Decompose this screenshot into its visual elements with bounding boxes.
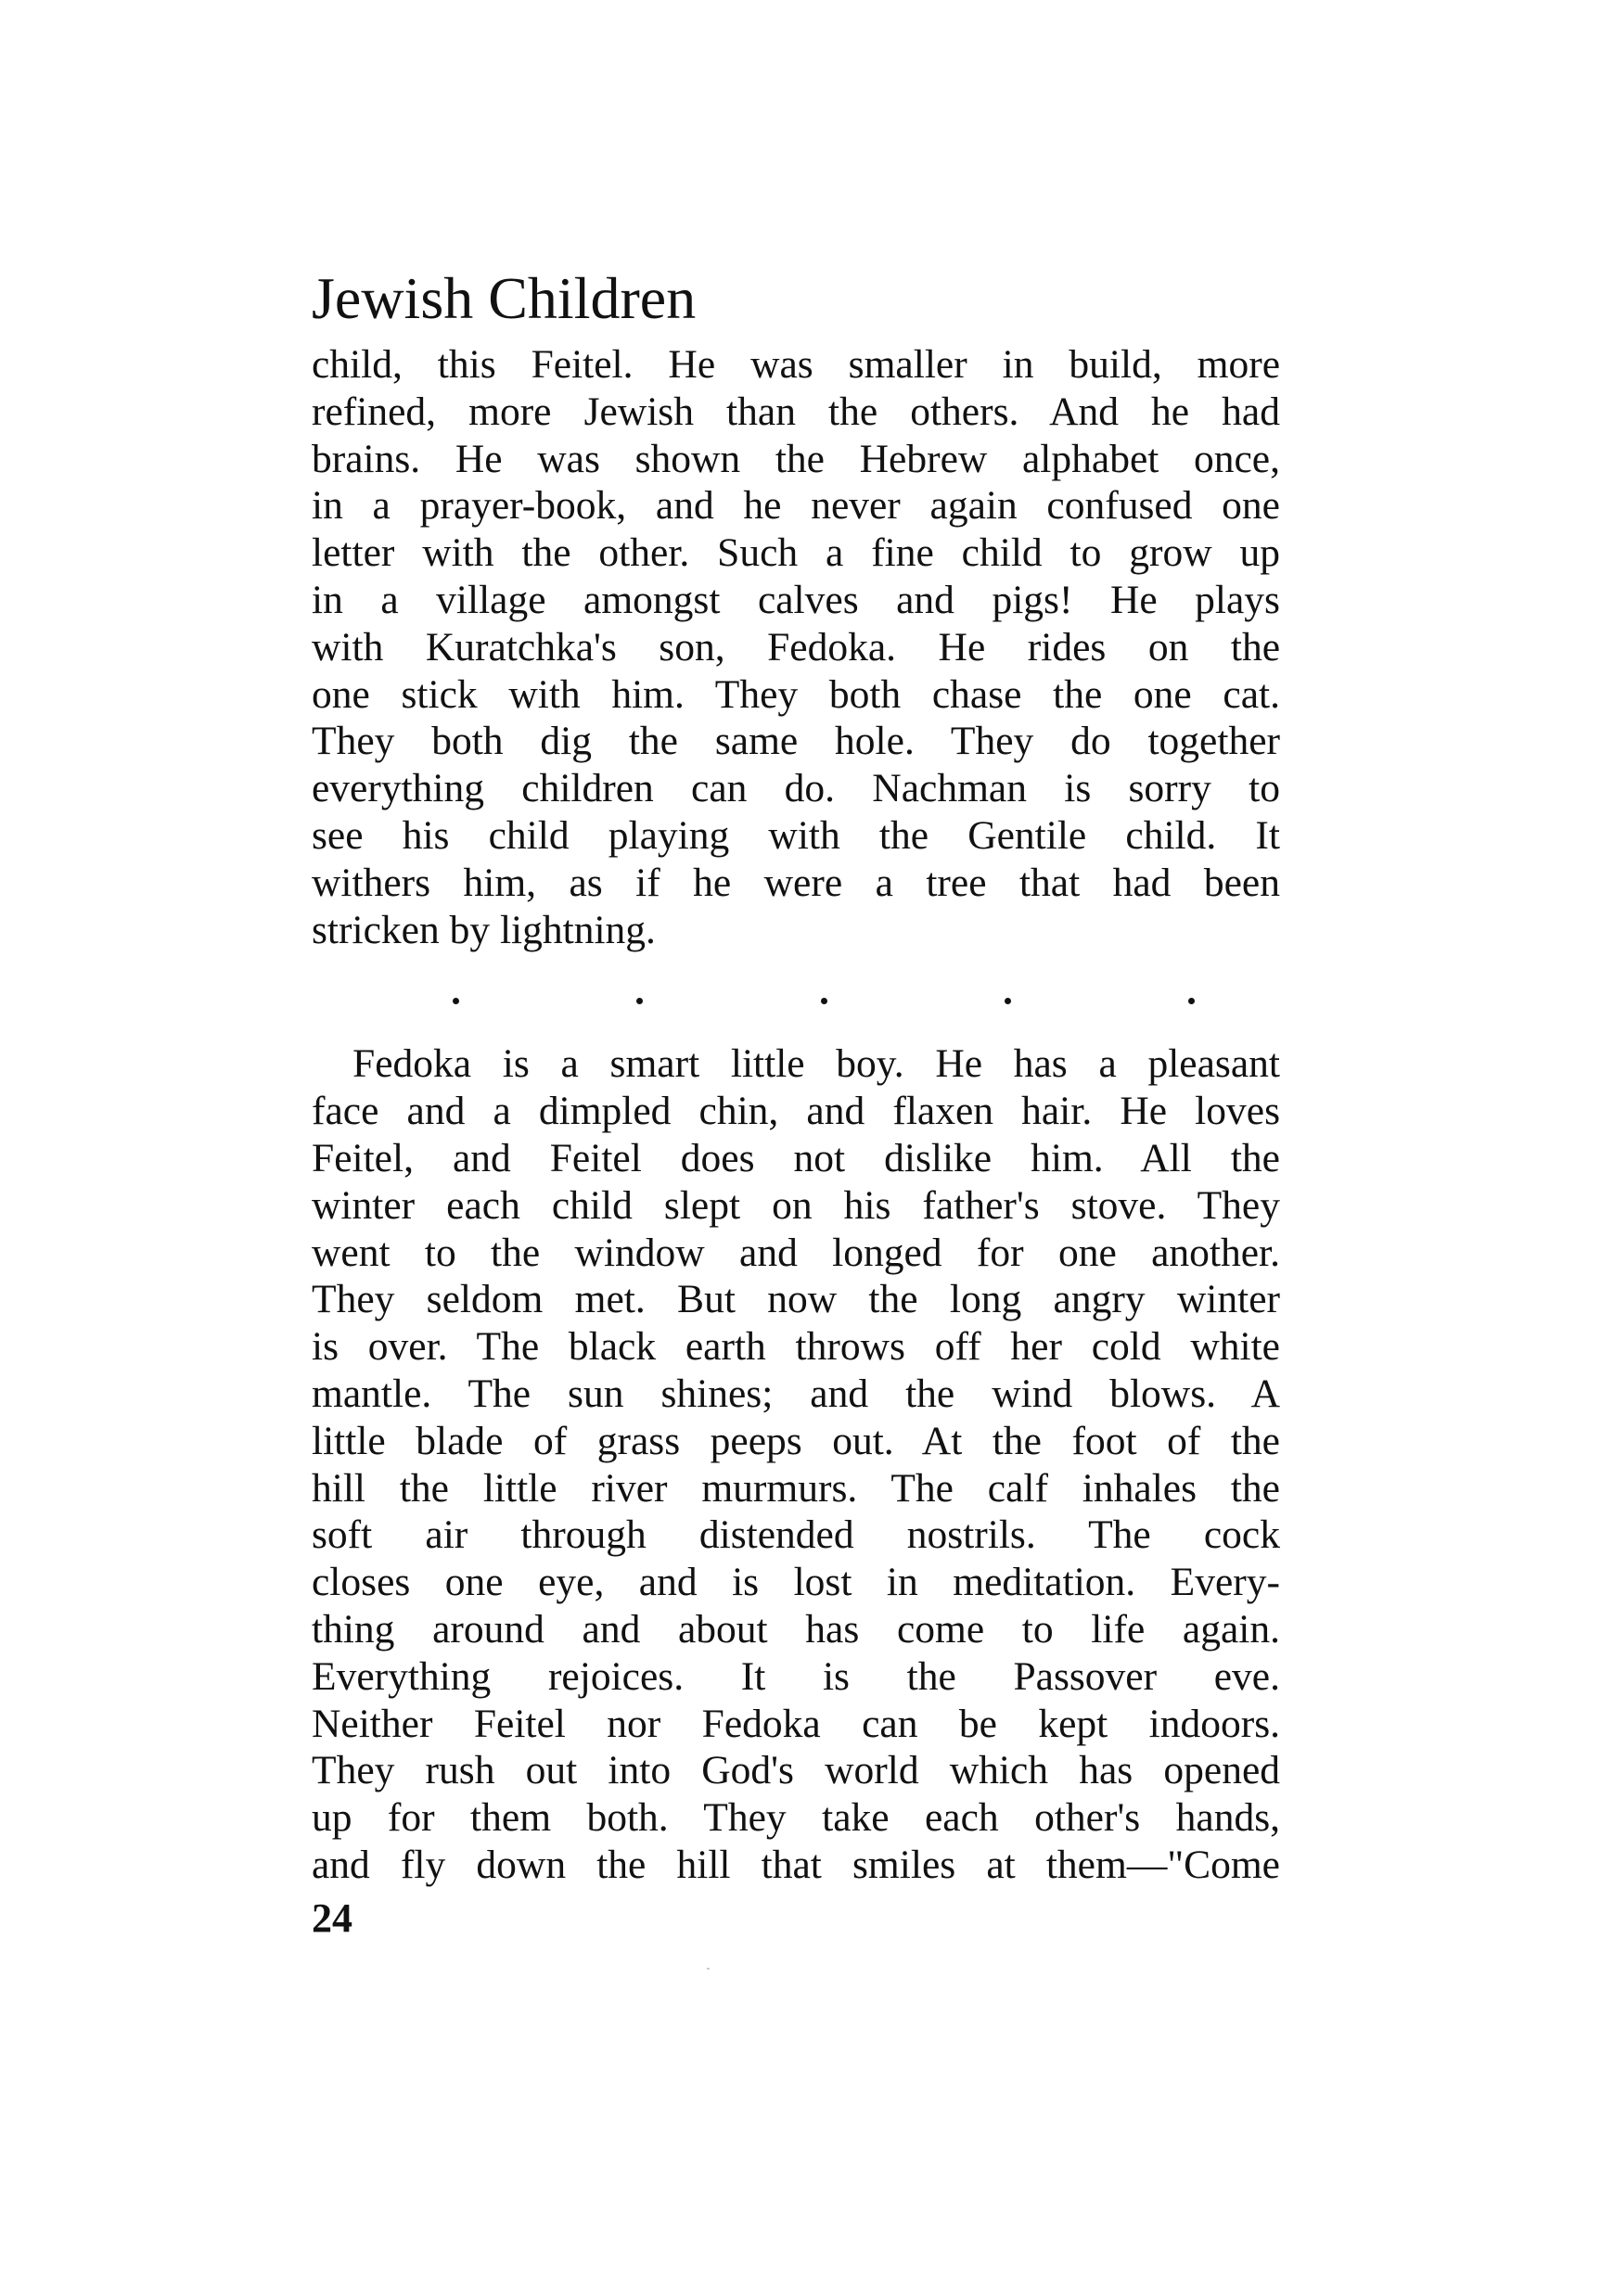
dot-ornament (636, 998, 643, 1004)
text-line: thing around and about has come to life again. (312, 1606, 1280, 1652)
text-line: and fly down the hill that smiles at them—"Come (312, 1842, 1280, 1887)
text-line: They seldom met. But now the long angry winter (312, 1277, 1280, 1322)
text-line: little blade of grass peeps out. At the foot of the (312, 1418, 1280, 1463)
paper-speck (707, 1968, 710, 1970)
text-line: brains. He was shown the Hebrew alphabet once, (312, 436, 1280, 481)
text-line: in a prayer-book, and he never again confused one (312, 483, 1280, 529)
text-line: hill the little river murmurs. The calf inhales the (312, 1465, 1280, 1511)
dot-ornament (821, 998, 827, 1004)
text-line: closes one eye, and is lost in meditation. Every- (312, 1560, 1280, 1605)
section-break-dots (453, 961, 1195, 1040)
dot-ornament (1188, 998, 1195, 1004)
text-line: soft air through distended nostrils. The cock (312, 1512, 1280, 1558)
text-line: stricken by lightning. (312, 907, 656, 952)
text-line: one stick with him. They both chase the one cat. (312, 671, 1280, 717)
text-line: child, this Feitel. He was smaller in build, more (312, 342, 1280, 387)
paragraph-1 (312, 341, 1280, 953)
text-line: up for them both. They take each other's hands, (312, 1795, 1280, 1841)
text-line: winter each child slept on his father's stove. They (312, 1182, 1280, 1228)
book-page (312, 260, 1280, 1945)
text-line: Feitel, and Feitel does not dislike him. All the (312, 1135, 1280, 1180)
text-line: in a village amongst calves and pigs! He plays (312, 577, 1280, 622)
text-line: Everything rejoices. It is the Passover eve. (312, 1653, 1280, 1699)
text-line: letter with the other. Such a fine child to grow up (312, 530, 1280, 576)
text-line: with Kuratchka's son, Fedoka. He rides on the (312, 624, 1280, 670)
text-line: They both dig the same hole. They do together (312, 719, 1280, 764)
text-line: They rush out into God's world which has opened (312, 1748, 1280, 1793)
text-line: withers him, as if he were a tree that had been (312, 860, 1280, 905)
text-line: went to the window and longed for one another. (312, 1230, 1280, 1275)
text-line: Fedoka is a smart little boy. He has a pleasant (352, 1041, 1280, 1087)
paragraph-2 (312, 1040, 1280, 1888)
text-line: refined, more Jewish than the others. And he had (312, 389, 1280, 434)
text-line: mantle. The sun shines; and the wind blows. A (312, 1371, 1280, 1416)
text-line: Neither Feitel nor Fedoka can be kept indoors. (312, 1701, 1280, 1746)
text-line: face and a dimpled chin, and flaxen hair. He loves (312, 1089, 1280, 1134)
text-line: everything children can do. Nachman is sorry to (312, 766, 1280, 811)
text-line: is over. The black earth throws off her cold white (312, 1324, 1280, 1370)
running-head: Jewish Children (312, 265, 697, 331)
dot-ornament (453, 998, 459, 1004)
text-line: see his child playing with the Gentile child. It (312, 812, 1280, 858)
page-number: 24 (312, 1894, 352, 1941)
dot-ornament (1005, 998, 1011, 1004)
